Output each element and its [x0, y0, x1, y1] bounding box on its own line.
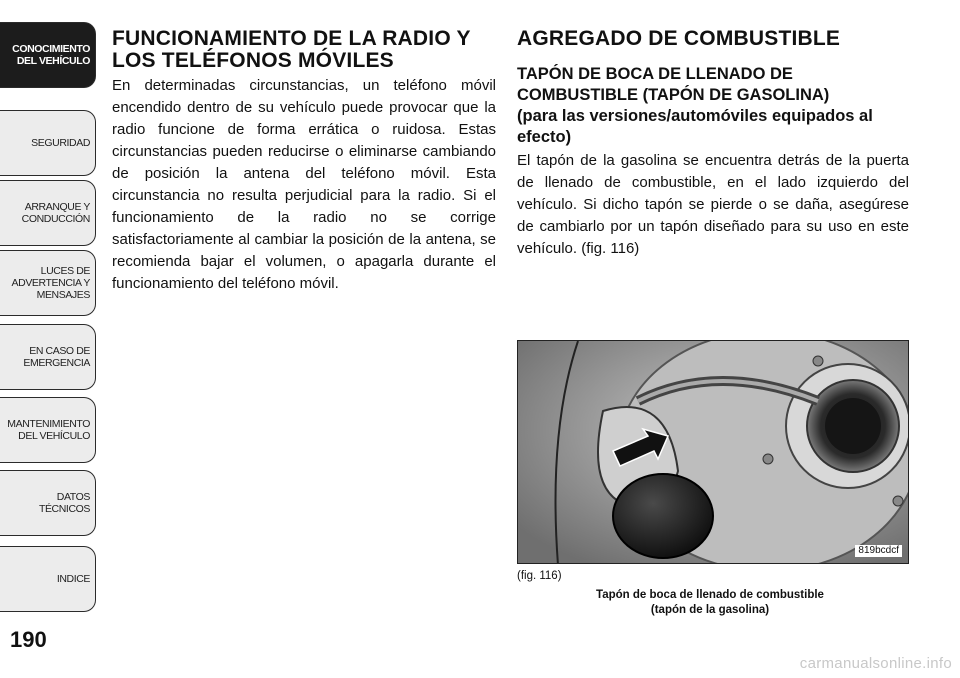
section-title: AGREGADO DE COMBUSTIBLE [517, 27, 841, 50]
subtitle-line: TAPÓN DE BOCA DE LLENADO DE [517, 65, 793, 83]
section-title [112, 28, 496, 72]
tab-label: CONOCIMIENTO DEL VEHÍCULO [12, 43, 90, 67]
tab-seguridad[interactable] [0, 110, 96, 176]
page-number: 190 [10, 627, 47, 652]
tab-label: SEGURIDAD [31, 137, 90, 149]
tab-label: LUCES DE ADVERTENCIA Y MENSAJES [11, 265, 90, 301]
subtitle-line: (para las versiones/automóviles equipados al [517, 107, 873, 125]
tab-label: INDICE [56, 573, 90, 585]
tab-datos-tecnicos[interactable] [0, 470, 96, 536]
section-body: El tapón de la gasolina se encuentra detrás de la puerta de llenado de combustible, en el lado izquierdo del vehículo. Si dicho tapón se pierde o se daña, asegúrese de cambiarlo por un tapón diseñado para su uso en este vehículo. (fig. 116) [517, 152, 909, 257]
title-line: FUNCIONAMIENTO DE LA RADIO Y [112, 27, 471, 50]
tab-mantenimiento-del-vehiculo[interactable] [0, 397, 96, 463]
tab-label: ARRANQUE Y CONDUCCIÓN [21, 201, 90, 225]
fuel-section [517, 28, 909, 260]
fuel-cap-illustration [518, 341, 909, 564]
tab-arranque-y-conduccion[interactable] [0, 180, 96, 246]
fuel-cap-figure [517, 340, 909, 564]
tab-luces-de-advertencia[interactable] [0, 250, 96, 316]
tab-en-caso-de-emergencia[interactable] [0, 324, 96, 390]
figure-reference: (fig. 116) [517, 570, 562, 582]
watermark: carmanualsonline.info [799, 655, 952, 672]
figure-code: 819bcdcf [855, 545, 902, 557]
subtitle-line: COMBUSTIBLE (TAPÓN DE GASOLINA) [517, 86, 830, 104]
subtitle-line: efecto) [517, 128, 572, 146]
tab-label: MANTENIMIENTO DEL VEHÍCULO [7, 418, 90, 442]
tab-label: EN CASO DE EMERGENCIA [23, 345, 90, 369]
tab-indice[interactable] [0, 546, 96, 612]
radio-section [112, 28, 496, 295]
tab-label: DATOS TÉCNICOS [38, 491, 90, 515]
title-line: LOS TELÉFONOS MÓVILES [112, 49, 394, 72]
figure-caption: Tapón de boca de llenado de combustible (tapón de la gasolina) [596, 589, 824, 616]
tab-conocimiento-del-vehiculo[interactable] [0, 22, 96, 88]
section-body: En determinadas circunstancias, un teléfono móvil encendido dentro de su vehículo puede provocar que la radio funcione de forma errática o ruidosa. Estas circunstancias pueden reducirse o eliminarse cambiando de posición la antena del teléfono móvil. Esta circunstancia no resulta perjudicial para la radio. Si el funcionamiento de la radio no se corrige satisfactoriamente al cambiar la posición de la antena, se recomienda bajar el volumen, o apagarla durante el funcionamiento del teléfono móvil. [112, 77, 496, 292]
subsection-title [517, 64, 909, 148]
